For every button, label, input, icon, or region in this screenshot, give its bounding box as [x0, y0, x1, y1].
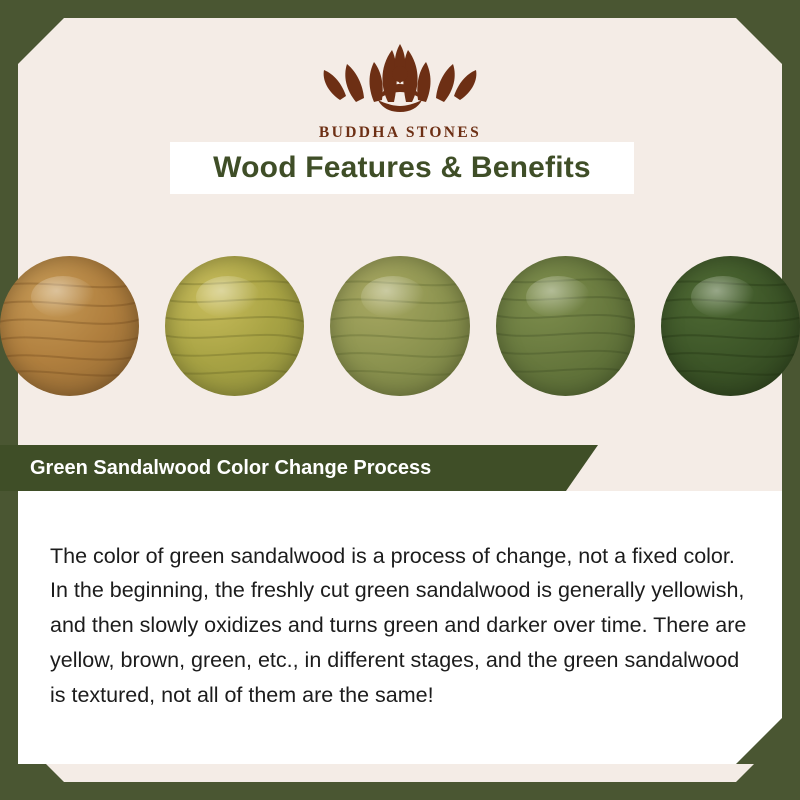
- wood-grain-icon: [0, 256, 139, 395]
- bead-stage-2: [165, 256, 304, 396]
- brand-block: [0, 28, 800, 142]
- page-title: [170, 142, 634, 194]
- section-banner: [0, 445, 566, 491]
- bead-stage-5: [661, 256, 800, 396]
- bead-stage-1: [0, 256, 139, 396]
- bead-stage-3: [330, 256, 469, 396]
- lotus-meditation-figure-icon: [310, 28, 490, 120]
- section-banner-label: Green Sandalwood Color Change Process: [30, 456, 432, 479]
- brand-name: BUDDHA STONES: [318, 124, 482, 141]
- page-title-text: Wood Features & Benefits: [213, 151, 591, 184]
- wood-grain-icon: [661, 256, 800, 395]
- wood-grain-icon: [330, 256, 469, 395]
- body-copy-block: [18, 491, 782, 764]
- wood-grain-icon: [496, 256, 635, 395]
- wood-grain-icon: [165, 256, 304, 395]
- body-copy-text: The color of green sandalwood is a process of change, not a fixed color. In the beginning, the freshly cut green sandalwood is generally yellowish, and then slowly oxidizes and turns green and darker over time. There are yellow, brown, green, etc., in different stages, and the green sandalwood is textured, not all of them are the same!: [50, 543, 747, 707]
- body-corner-cut: [736, 718, 782, 764]
- bead-stage-4: [496, 256, 635, 396]
- bead-gallery: [0, 252, 800, 400]
- section-banner-tail: [566, 445, 598, 491]
